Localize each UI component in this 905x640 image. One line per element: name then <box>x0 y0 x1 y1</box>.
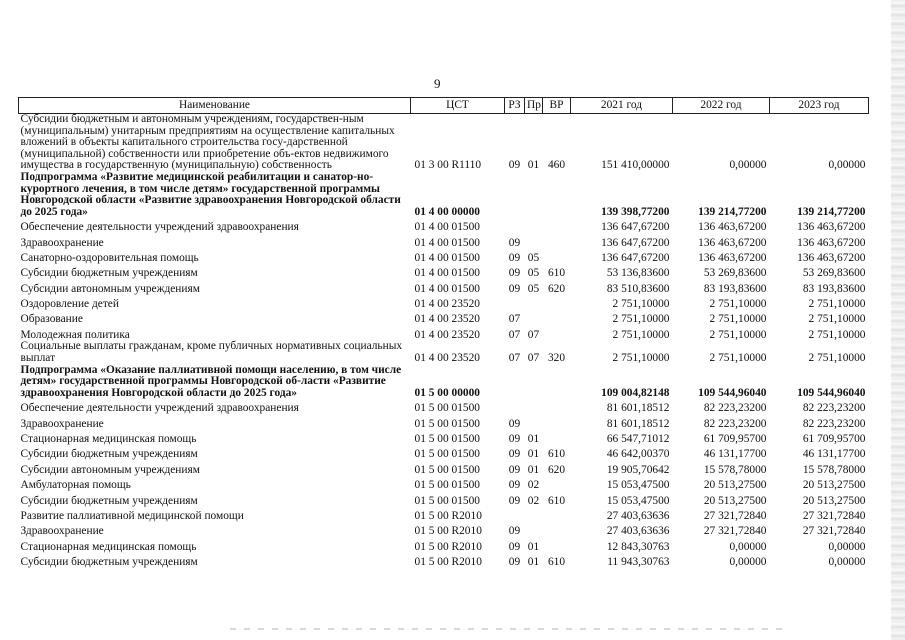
header-2022: 2022 год <box>673 98 770 114</box>
row-vr <box>543 365 571 400</box>
row-2022: 136 463,67200 <box>698 236 767 249</box>
table-row <box>19 492 869 507</box>
row-vr <box>543 326 571 341</box>
row-2022: 61 709,95700 <box>703 433 767 446</box>
row-2023: 139 214,77200 <box>797 205 866 218</box>
row-vr: 610 <box>547 556 566 569</box>
row-pr: 05 <box>527 282 540 295</box>
row-name: Образование <box>20 313 83 326</box>
row-rz <box>505 507 525 522</box>
row-cst: 01 4 00 23520 <box>414 298 480 311</box>
row-2021: 27 403,63636 <box>606 525 670 538</box>
row-2022: 0,00000 <box>729 540 767 553</box>
row-pr: 07 <box>527 352 540 365</box>
row-2022: 136 463,67200 <box>698 251 767 264</box>
row-pr <box>525 399 543 414</box>
row-name: Амбулаторная помощь <box>20 479 131 492</box>
row-2021: 11 943,30763 <box>607 556 670 569</box>
row-2023: 136 463,67200 <box>797 221 866 234</box>
scan-edge-artifact <box>891 0 905 640</box>
table-row <box>19 415 869 430</box>
row-pr <box>525 415 543 430</box>
row-2023: 0,00000 <box>828 540 866 553</box>
row-vr <box>543 415 571 430</box>
table-row <box>19 326 869 341</box>
row-2022: 20 513,27500 <box>703 494 767 507</box>
row-2022: 109 544,96040 <box>698 386 767 399</box>
row-2022: 27 321,72840 <box>703 509 767 522</box>
table-body <box>19 114 869 569</box>
budget-table <box>18 97 869 569</box>
table-row <box>19 280 869 295</box>
row-pr: 01 <box>527 433 540 446</box>
row-cst: 01 5 00 01500 <box>414 402 480 415</box>
row-vr <box>543 399 571 414</box>
row-2021: 15 053,47500 <box>606 494 670 507</box>
row-name: Субсидии автономным учреждениям <box>20 282 200 295</box>
row-pr: 07 <box>527 328 540 341</box>
row-vr: 620 <box>547 282 566 295</box>
row-2022: 53 269,83600 <box>703 267 767 280</box>
row-pr <box>525 218 543 233</box>
row-cst: 01 5 00 00000 <box>414 386 480 399</box>
row-2021: 136 647,67200 <box>601 251 670 264</box>
header-cst: ЦСТ <box>411 98 505 114</box>
row-2023: 20 513,27500 <box>802 479 866 492</box>
row-name: Стационарная медицинская помощь <box>20 540 197 553</box>
row-cst: 01 5 00 01500 <box>414 494 480 507</box>
row-pr <box>525 172 543 218</box>
row-cst: 01 4 00 23520 <box>414 328 480 341</box>
row-vr: 610 <box>547 494 566 507</box>
row-rz: 09 <box>508 479 521 492</box>
header-2023: 2023 год <box>770 98 869 114</box>
header-pr: Пр <box>525 98 543 114</box>
table-row <box>19 365 869 400</box>
row-vr: 620 <box>547 463 566 476</box>
row-2022: 139 214,77200 <box>698 205 767 218</box>
row-rz: 09 <box>508 236 521 249</box>
row-name: Стационарная медицинская помощь <box>20 433 197 446</box>
row-2022: 20 513,27500 <box>703 479 767 492</box>
row-2022: 0,00000 <box>729 556 767 569</box>
row-cst: 01 4 00 01500 <box>414 221 480 234</box>
row-rz: 09 <box>508 525 521 538</box>
table-row <box>19 114 869 172</box>
row-vr: 460 <box>547 159 566 172</box>
row-pr <box>525 365 543 400</box>
row-pr: 01 <box>527 556 540 569</box>
row-2023: 61 709,95700 <box>802 433 866 446</box>
row-2023: 2 751,10000 <box>808 328 866 341</box>
row-2022: 83 193,83600 <box>703 282 767 295</box>
row-2021: 83 510,83600 <box>606 282 670 295</box>
row-2021: 81 601,18512 <box>606 417 670 430</box>
row-2021: 19 905,70642 <box>606 463 670 476</box>
row-2023: 0,00000 <box>828 556 866 569</box>
row-name: Подпрограмма «Развитие медицинской реабилитации и санатор-но-курортного лечения, в том числе детям» государственной программы Новгородской области «Развитие здравоохранения Новгородской области до 2025 года» <box>20 170 401 218</box>
row-name: Оздоровление детей <box>20 298 119 311</box>
table-row <box>19 523 869 538</box>
row-2022: 82 223,23200 <box>703 402 767 415</box>
row-2023: 20 513,27500 <box>802 494 866 507</box>
row-rz: 09 <box>508 433 521 446</box>
row-2023: 136 463,67200 <box>797 251 866 264</box>
table-row <box>19 430 869 445</box>
header-name: Наименование <box>19 98 411 114</box>
row-2023: 136 463,67200 <box>797 236 866 249</box>
row-cst: 01 4 00 01500 <box>414 236 480 249</box>
row-2022: 82 223,23200 <box>703 417 767 430</box>
row-2021: 12 843,30763 <box>606 540 670 553</box>
row-2023: 82 223,23200 <box>802 417 866 430</box>
row-2021: 2 751,10000 <box>612 298 670 311</box>
row-2022: 27 321,72840 <box>703 525 767 538</box>
row-vr: 610 <box>547 267 566 280</box>
row-2021: 139 398,77200 <box>601 205 670 218</box>
row-2022: 0,00000 <box>729 159 767 172</box>
table-row <box>19 553 869 568</box>
table-row <box>19 446 869 461</box>
row-rz: 09 <box>508 494 521 507</box>
row-rz: 09 <box>508 556 521 569</box>
row-name: Молодежная политика <box>20 328 130 341</box>
row-vr <box>543 538 571 553</box>
row-name: Субсидии автономным учреждениям <box>20 463 200 476</box>
row-rz: 07 <box>508 352 521 365</box>
row-2021: 2 751,10000 <box>612 313 670 326</box>
table-row <box>19 265 869 280</box>
row-2023: 82 223,23200 <box>802 402 866 415</box>
row-name: Здравоохранение <box>20 525 104 538</box>
row-name: Субсидии бюджетным учреждениям <box>20 556 198 569</box>
row-rz: 09 <box>508 159 521 172</box>
row-cst: 01 5 00 01500 <box>414 448 480 461</box>
row-2022: 2 751,10000 <box>709 328 767 341</box>
row-pr: 01 <box>527 540 540 553</box>
header-vr: ВР <box>543 98 571 114</box>
row-name: Обеспечение деятельности учреждений здравоохранения <box>20 221 299 234</box>
row-2023: 109 544,96040 <box>797 386 866 399</box>
row-cst: 01 5 00 R2010 <box>414 556 482 569</box>
row-vr <box>543 430 571 445</box>
row-2023: 53 269,83600 <box>802 267 866 280</box>
row-vr <box>543 234 571 249</box>
row-vr <box>543 523 571 538</box>
row-rz: 09 <box>508 417 521 430</box>
row-rz: 07 <box>508 313 521 326</box>
row-cst: 01 4 00 23520 <box>414 313 480 326</box>
row-2021: 136 647,67200 <box>601 236 670 249</box>
row-vr <box>543 249 571 264</box>
table-row <box>19 341 869 364</box>
row-name: Подпрограмма «Оказание паллиативной помощи населению, в том числе детям» государственной программы Новгородской об-ласти «Развитие здравоохранения Новгородской области до 2025 года» <box>20 363 402 399</box>
row-2023: 83 193,83600 <box>802 282 866 295</box>
row-2021: 2 751,10000 <box>612 352 670 365</box>
row-2021: 46 642,00370 <box>606 448 670 461</box>
row-vr: 320 <box>547 352 566 365</box>
row-rz: 09 <box>508 282 521 295</box>
table-row <box>19 295 869 310</box>
row-cst: 01 5 00 R2010 <box>414 509 482 522</box>
header-rz: РЗ <box>505 98 525 114</box>
table-row <box>19 461 869 476</box>
row-2021: 15 053,47500 <box>606 479 670 492</box>
row-2021: 53 136,83600 <box>606 267 670 280</box>
row-name: Субсидии бюджетным учреждениям <box>20 267 198 280</box>
row-2021: 151 410,00000 <box>601 159 670 172</box>
row-name: Развитие паллиативной медицинской помощи <box>20 509 244 522</box>
row-cst: 01 4 00 01500 <box>414 282 480 295</box>
header-2021: 2021 год <box>571 98 673 114</box>
row-vr <box>543 218 571 233</box>
row-cst: 01 4 00 00000 <box>414 205 480 218</box>
table-row <box>19 538 869 553</box>
row-cst: 01 5 00 01500 <box>414 463 480 476</box>
row-pr: 05 <box>527 267 540 280</box>
row-2021: 27 403,63636 <box>606 509 670 522</box>
row-rz <box>505 172 525 218</box>
page-number: 9 <box>434 76 441 91</box>
row-2021: 2 751,10000 <box>612 328 670 341</box>
row-2022: 46 131,17700 <box>703 448 767 461</box>
row-rz: 09 <box>508 540 521 553</box>
row-2022: 2 751,10000 <box>709 298 767 311</box>
row-cst: 01 5 00 01500 <box>414 433 480 446</box>
row-2023: 27 321,72840 <box>802 525 866 538</box>
row-name: Социальные выплаты гражданам, кроме публичных нормативных социальных выплат <box>20 340 403 365</box>
row-name: Здравоохранение <box>20 236 104 249</box>
row-vr <box>543 507 571 522</box>
row-vr <box>543 311 571 326</box>
row-2022: 15 578,78000 <box>703 463 767 476</box>
row-cst: 01 5 00 R2010 <box>414 540 482 553</box>
row-cst: 01 5 00 R2010 <box>414 525 482 538</box>
row-pr: 01 <box>527 159 540 172</box>
row-pr <box>525 507 543 522</box>
scan-noise-artifact <box>230 628 790 630</box>
row-rz: 07 <box>508 328 521 341</box>
row-2022: 136 463,67200 <box>698 221 767 234</box>
row-vr <box>543 476 571 491</box>
row-name: Субсидии бюджетным учреждениям <box>20 494 198 507</box>
row-cst: 01 3 00 R1110 <box>414 159 482 172</box>
row-2023: 2 751,10000 <box>808 352 866 365</box>
row-2023: 15 578,78000 <box>802 463 866 476</box>
row-vr: 610 <box>547 448 566 461</box>
row-2023: 2 751,10000 <box>808 313 866 326</box>
row-rz: 09 <box>508 448 521 461</box>
row-vr <box>543 172 571 218</box>
row-2022: 2 751,10000 <box>709 313 767 326</box>
row-name: Обеспечение деятельности учреждений здравоохранения <box>20 402 299 415</box>
row-2022: 2 751,10000 <box>709 352 767 365</box>
row-rz <box>505 399 525 414</box>
row-rz <box>505 295 525 310</box>
table-row <box>19 476 869 491</box>
row-name: Санаторно-оздоровительная помощь <box>20 251 199 264</box>
row-2021: 81 601,18512 <box>606 402 670 415</box>
table-row <box>19 218 869 233</box>
row-cst: 01 5 00 01500 <box>414 417 480 430</box>
table-row <box>19 234 869 249</box>
row-pr: 02 <box>527 479 540 492</box>
row-2023: 46 131,17700 <box>802 448 866 461</box>
table-row <box>19 172 869 218</box>
row-pr: 02 <box>527 494 540 507</box>
row-pr: 05 <box>527 251 540 264</box>
table-header-row <box>19 98 869 114</box>
row-2021: 109 004,82148 <box>601 386 670 399</box>
row-cst: 01 4 00 01500 <box>414 251 480 264</box>
row-pr <box>525 234 543 249</box>
table-row <box>19 249 869 264</box>
row-rz <box>505 365 525 400</box>
row-rz <box>505 218 525 233</box>
row-2023: 27 321,72840 <box>802 509 866 522</box>
row-cst: 01 4 00 23520 <box>414 352 480 365</box>
row-2021: 66 547,71012 <box>606 433 670 446</box>
row-2023: 0,00000 <box>828 159 866 172</box>
row-2021: 136 647,67200 <box>601 221 670 234</box>
table-row <box>19 399 869 414</box>
row-pr <box>525 311 543 326</box>
row-pr: 01 <box>527 448 540 461</box>
row-pr: 01 <box>527 463 540 476</box>
row-cst: 01 4 00 01500 <box>414 267 480 280</box>
row-pr <box>525 295 543 310</box>
table-row <box>19 311 869 326</box>
row-name: Субсидии бюджетным учреждениям <box>20 448 198 461</box>
row-2023: 2 751,10000 <box>808 298 866 311</box>
row-rz: 09 <box>508 267 521 280</box>
row-pr <box>525 523 543 538</box>
row-name: Субсидии бюджетным и автономным учреждениям, государствен-ным (муниципальным) унитарным предприятиям на осуществление капитальных вложений в объекты капитального строительства госу-дарственной (муниципальной) собственности или приобретение объ-ектов недвижимого имущества в государственную (муниципальную) собственность <box>20 113 395 172</box>
table-row <box>19 507 869 522</box>
row-cst: 01 5 00 01500 <box>414 479 480 492</box>
row-rz: 09 <box>508 463 521 476</box>
row-rz: 09 <box>508 251 521 264</box>
row-name: Здравоохранение <box>20 417 104 430</box>
row-vr <box>543 295 571 310</box>
